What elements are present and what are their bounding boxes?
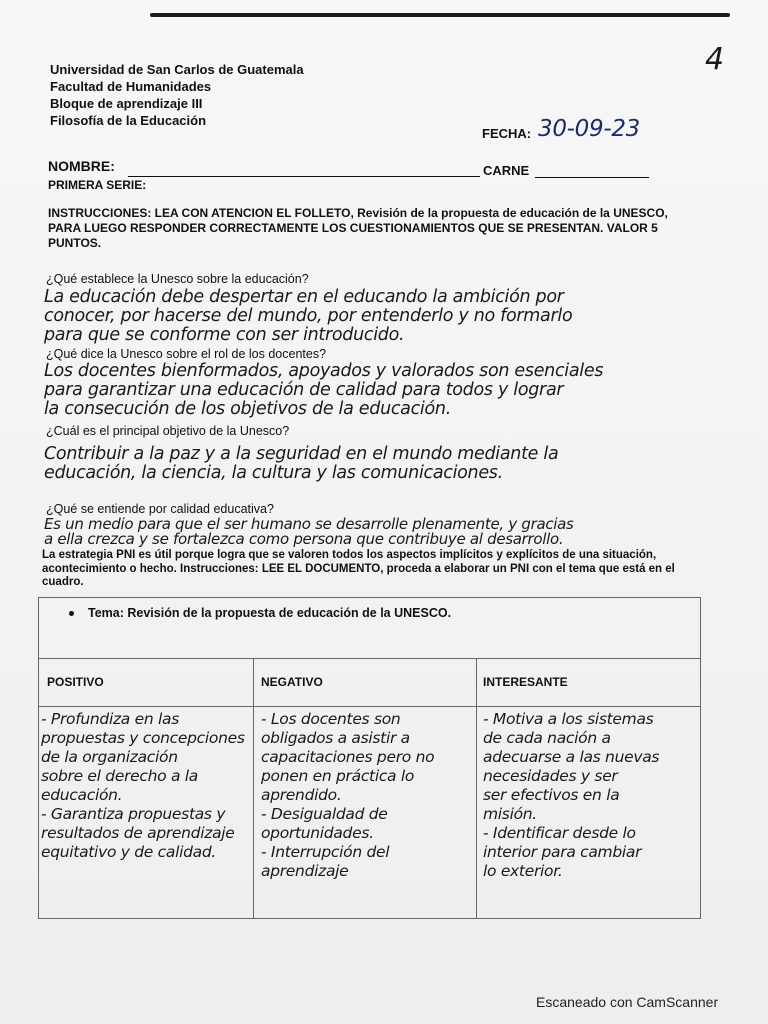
list-item: equitativo y de calidad.	[41, 843, 216, 861]
instructions: INSTRUCCIONES: LEA CON ATENCION EL FOLLETO, Revisión de la propuesta de educación de la UNESCO, PARA LUEGO RESPONDER CORRECTAMENTE LOS CUESTIONAMIENTOS QUE SE PRESENTAN. VALOR 5 PUNTOS.	[48, 206, 668, 250]
block-name: Bloque de aprendizaje III	[50, 96, 203, 111]
list-item: - Identificar desde lo	[483, 824, 636, 842]
question-3: ¿Cuál es el principal objetivo de la Unesco?	[46, 424, 290, 438]
list-item: sobre el derecho a la	[41, 767, 198, 785]
list-item: - Garantiza propuestas y	[41, 805, 226, 823]
list-item: obligados a asistir a	[261, 729, 410, 747]
list-item: capacitaciones pero no	[261, 748, 435, 766]
list-item: educación.	[41, 786, 123, 804]
list-item: de la organización	[41, 748, 178, 766]
column-divider	[476, 658, 477, 918]
list-item: necesidades y ser	[483, 767, 618, 785]
nombre-blank-line	[128, 176, 480, 177]
pni-table	[38, 597, 701, 919]
negativo-cell	[261, 710, 434, 881]
answer-line: la consecución de los objetivos de la educación.	[44, 399, 451, 419]
list-item: - Interrupción del	[261, 843, 390, 861]
list-item: - Los docentes son	[261, 710, 401, 728]
fecha-label: FECHA:	[482, 126, 532, 141]
fecha-value: 30-09-23	[538, 116, 640, 142]
answer-line: Los docentes bienformados, apoyados y valorados son esenciales	[44, 361, 604, 381]
list-item: misión.	[483, 805, 537, 823]
scanner-watermark: Escaneado con CamScanner	[536, 994, 719, 1010]
answer-1	[44, 288, 572, 345]
pni-instructions: La estrategia PNI es útil porque logra que se valoren todos los aspectos implícitos y explícitos de una situación, acontecimiento o hecho. Instrucciones: LEE EL DOCUMENTO, proceda a elaborar un PNI con el tema que está en el cuadro.	[42, 549, 675, 588]
answer-line: educación, la ciencia, la cultura y las comunicaciones.	[44, 463, 503, 483]
course-name: Filosofía de la Educación	[50, 113, 207, 128]
answer-4	[44, 517, 574, 547]
page-number: 4	[705, 42, 724, 77]
table-topic	[69, 606, 451, 620]
answer-line: conocer, por hacerse del mundo, por entenderlo y no formarlo	[44, 306, 573, 326]
list-item: - Desigualdad de	[261, 805, 388, 823]
question-4: ¿Qué se entiende por calidad educativa?	[46, 502, 274, 516]
university-name: Universidad de San Carlos de Guatemala	[50, 62, 304, 77]
answer-line: para garantizar una educación de calidad para todos y lograr	[44, 380, 564, 400]
answer-line: Es un medio para que el ser humano se desarrolle plenamente, y gracias	[44, 515, 574, 533]
list-item: oportunidades.	[261, 824, 374, 842]
bullet-icon	[69, 611, 74, 616]
list-item: - Profundiza en las	[41, 710, 180, 728]
column-header-positivo: POSITIVO	[47, 675, 104, 689]
list-item: interior para cambiar	[483, 843, 642, 861]
list-item: ser efectivos en la	[483, 786, 620, 804]
table-topic-text: Tema: Revisión de la propuesta de educación de la UNESCO.	[88, 606, 452, 620]
answer-line: para que se conforme con ser introducido.	[44, 325, 405, 345]
column-divider	[253, 658, 254, 918]
list-item: resultados de aprendizaje	[41, 824, 235, 842]
list-item: adecuarse a las nuevas	[483, 748, 660, 766]
column-header-interesante: INTERESANTE	[483, 675, 568, 689]
faculty-name: Facultad de Humanidades	[50, 79, 212, 94]
section-title: PRIMERA SERIE:	[48, 178, 147, 192]
column-header-negativo: NEGATIVO	[261, 675, 323, 689]
list-item: lo exterior.	[483, 862, 563, 880]
question-2: ¿Qué dice la Unesco sobre el rol de los docentes?	[46, 347, 327, 361]
nombre-label: NOMBRE:	[48, 158, 115, 174]
list-item: aprendido.	[261, 786, 342, 804]
table-topic-row	[39, 598, 700, 659]
list-item: aprendizaje	[261, 862, 349, 880]
list-item: propuestas y concepciones	[41, 729, 245, 747]
question-1: ¿Qué establece la Unesco sobre la educación?	[46, 272, 309, 286]
positivo-cell	[41, 710, 245, 862]
answer-line: Contribuir a la paz y a la seguridad en el mundo mediante la	[44, 444, 559, 464]
interesante-cell	[483, 710, 659, 881]
list-item: ponen en práctica lo	[261, 767, 415, 785]
carne-blank-line	[535, 177, 649, 178]
answer-line: La educación debe despertar en el educando la ambición por	[44, 287, 564, 307]
list-item: de cada nación a	[483, 729, 611, 747]
header-row-divider	[39, 706, 700, 707]
carne-label: CARNE	[483, 163, 530, 178]
list-item: - Motiva a los sistemas	[483, 710, 654, 728]
answer-3	[44, 445, 558, 483]
answer-line: a ella crezca y se fortalezca como persona que contribuye al desarrollo.	[44, 530, 564, 548]
answer-2	[44, 362, 603, 419]
top-edge-line	[150, 13, 730, 17]
